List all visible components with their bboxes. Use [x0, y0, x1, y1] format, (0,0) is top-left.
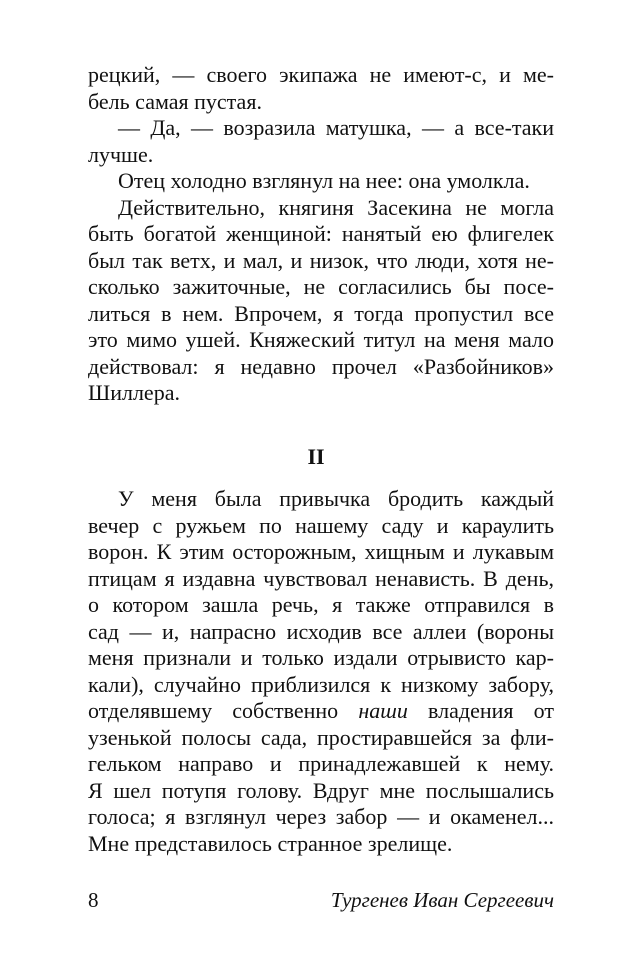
text-line: лучше.: [88, 141, 154, 167]
chapter-heading: II: [307, 444, 325, 469]
text-line: Отец холодно взглянул на нее: она умолкла.: [118, 168, 530, 193]
text-block-top: [88, 62, 554, 407]
text-segment: отделявшему собственно: [88, 698, 359, 723]
text-line: сколько зажиточные, не согласились бы посе-: [88, 274, 554, 299]
text-line: ворон. К этим осторожным, хищным и лукавым: [88, 539, 554, 564]
page-footer: [88, 888, 554, 916]
emphasis-word: наши: [358, 698, 408, 723]
text-line: Мне представилось странное зрелище.: [88, 830, 453, 856]
text-segment: владения от: [407, 698, 554, 723]
text-line: литься в нем. Впрочем, я тогда пропустил все: [88, 300, 554, 326]
running-footer-author: Тургенев Иван Сергеевич: [330, 888, 554, 912]
text-line: гельком направо и принадлежавшей к нему.: [88, 751, 554, 776]
text-line: рецкий, — своего экипажа не имеют-с, и ме-: [88, 62, 554, 87]
text-line: Я шел потупя голову. Вдруг мне послышались: [88, 777, 554, 803]
text-line-with-emphasis: [88, 698, 554, 725]
text-line: действовал: я недавно прочел «Разбойников»: [88, 353, 554, 379]
text-line: кали), случайно приблизился к низкому забору,: [88, 671, 554, 697]
text-block-bottom: [88, 486, 554, 857]
text-line: быть богатой женщиной: нанятый ею флигелек: [88, 221, 554, 246]
text-line: голоса; я взглянул через забор — и окаменел...: [88, 804, 554, 829]
text-line: был так ветх, и мал, и низок, что люди, хотя не-: [88, 247, 554, 273]
text-line: У меня была привычка бродить каждый: [118, 486, 554, 511]
text-line: птицам я издавна чувствовал ненависть. В день,: [88, 565, 554, 591]
text-line: узенькой полосы сада, простиравшейся за фли-: [88, 724, 554, 750]
text-line: меня признали и только издали отрывисто кар-: [88, 645, 554, 670]
text-line: вечер с ружьем по нашему саду и караулить: [88, 512, 554, 538]
page-number: 8: [88, 888, 99, 912]
text-line: бель самая пустая.: [88, 88, 262, 114]
text-line: сад — и, напрасно исходив все аллеи (вороны: [88, 618, 554, 644]
text-line: о котором зашла речь, я также отправился в: [88, 592, 554, 617]
text-line: это мимо ушей. Княжеский титул на меня мало: [88, 327, 554, 352]
text-line: — Да, — возразила матушка, — а все-таки: [118, 115, 554, 140]
text-line: Шиллера.: [88, 380, 180, 405]
text-line: Действительно, княгиня Засекина не могла: [118, 194, 554, 220]
